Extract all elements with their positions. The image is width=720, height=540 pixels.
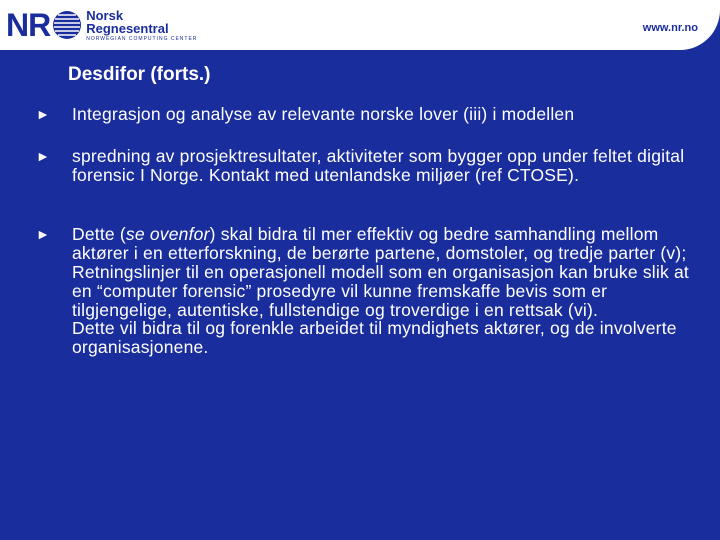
bullet-text-suffix: (iii) i modellen — [458, 104, 575, 124]
logo-text — [86, 9, 197, 42]
logo-name-line1: Norsk — [86, 7, 124, 23]
triangle-right-icon: ► — [36, 226, 51, 243]
bullet-paragraph — [72, 225, 700, 263]
bullet-item — [36, 225, 700, 357]
logo-letters: NR — [6, 7, 51, 43]
slide-title: Desdifor (forts.) — [68, 64, 211, 85]
website-link[interactable]: www.nr.no — [642, 22, 698, 34]
bullet-text-italic: se ovenfor — [125, 224, 210, 245]
bullet-item — [36, 147, 700, 185]
triangle-right-icon: ► — [36, 106, 51, 122]
bullet-text-prefix: Dette ( — [72, 224, 126, 245]
bullet-text — [72, 105, 700, 124]
bullet-list — [36, 105, 700, 357]
logo-subtitle: NORWEGIAN COMPUTING CENTER — [86, 35, 198, 42]
bullet-text: spredning av prosjektresultater, aktiviteter som bygger opp under feltet digital forensic I Norge. Kontakt med utenlandske miljøer (ref CTOSE). — [72, 145, 685, 185]
globe-lines-icon — [52, 10, 82, 40]
bullet-text-prefix: Integrasjon og analyse av relevante — [72, 104, 361, 124]
bullet-item — [36, 105, 700, 124]
bullet-text — [72, 225, 700, 357]
header-bar — [0, 0, 720, 50]
bullet-paragraph: Retningslinjer til en operasjonell modell som en organisasjon kan bruke slik at en “computer forensic” prosedyre vil kunne fremskaffe bevis som er tilgjengelige, autentiske, fullstendige og troverdige i en rettsak (vi). — [72, 261, 689, 320]
bullet-text-emphasis: norske lover — [360, 104, 459, 124]
bullet-text-suffix: ) skal bidra til mer effektiv og bedre samhandling mellom aktører i en etterforskning, de berørte partene, domstoler, og tredje parter (v); — [72, 224, 687, 264]
logo-name-line2: Regnesentral — [86, 20, 169, 36]
bullet-paragraph: Dette vil bidra til og forenkle arbeidet til myndighets aktører, og de involverte organisasjonene. — [72, 318, 677, 358]
triangle-right-icon: ► — [36, 147, 51, 164]
nr-logo[interactable] — [6, 7, 197, 43]
